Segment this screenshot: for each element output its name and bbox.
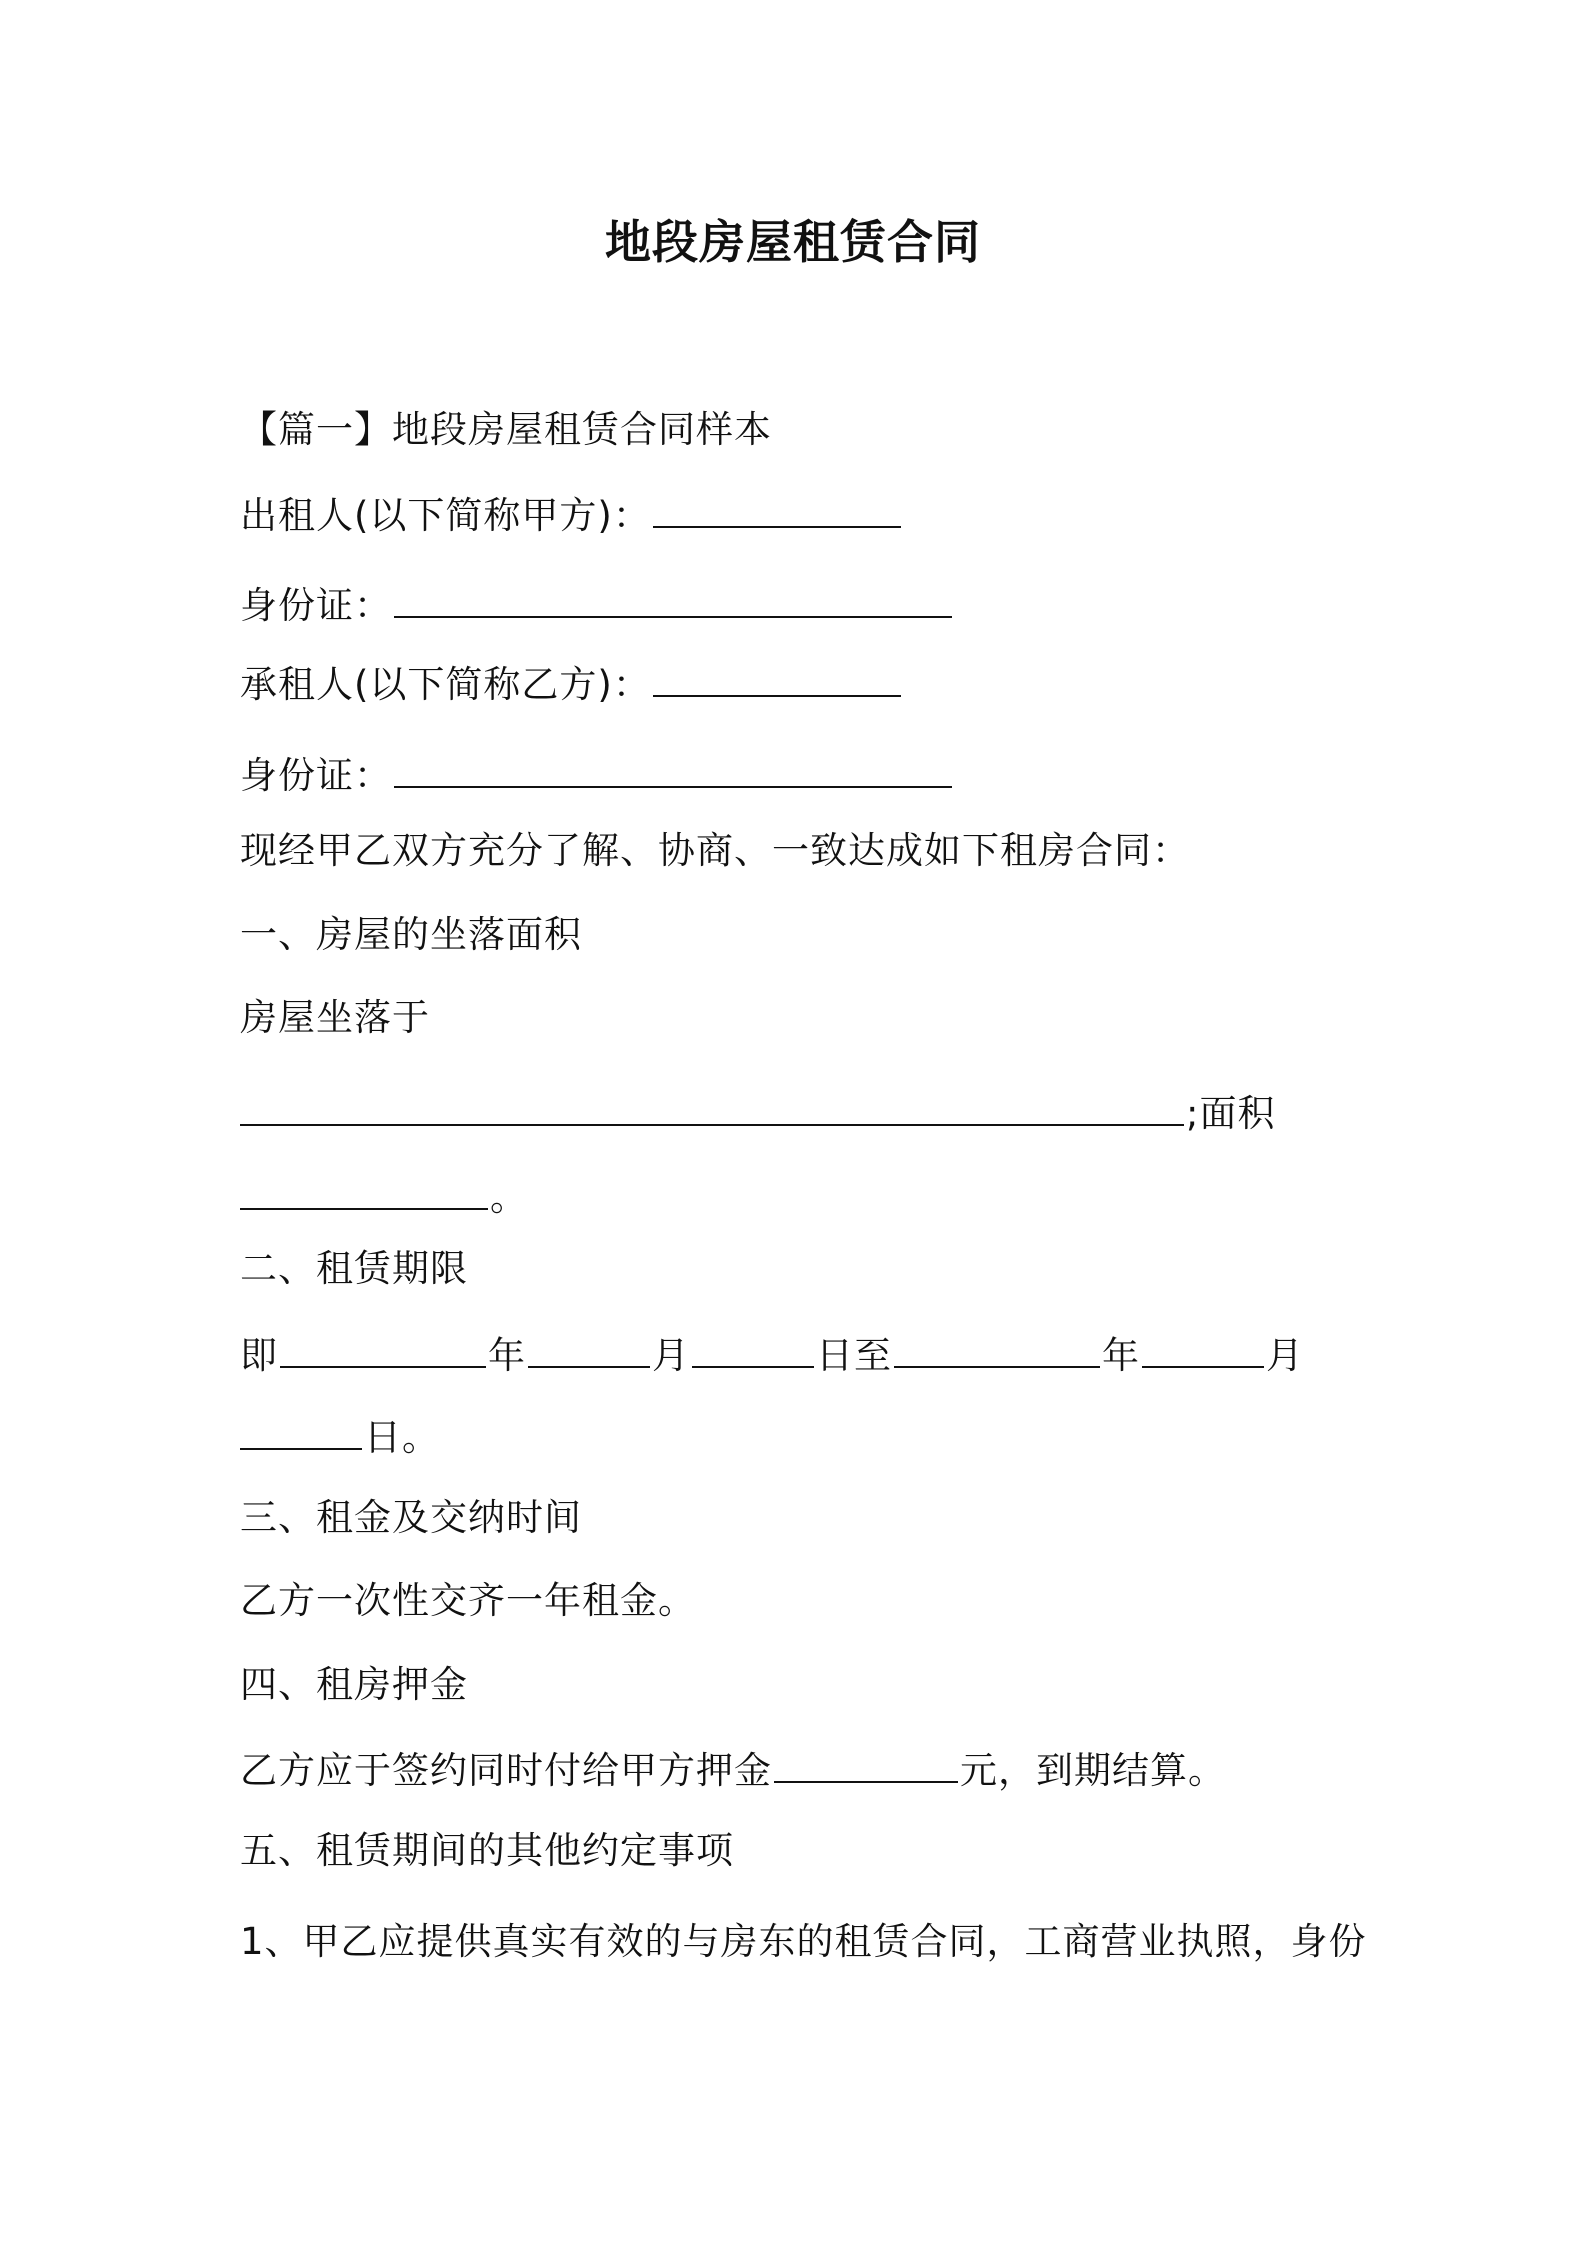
clause5-heading: 五、租赁期间的其他约定事项: [240, 1829, 734, 1872]
start-day-blank[interactable]: [692, 1328, 814, 1368]
area-label: ;面积: [1186, 1092, 1276, 1135]
clause5-item1: 1、甲乙应提供真实有效的与房东的租赁合同，工商营业执照，身份: [240, 1920, 1367, 1963]
end-day-blank[interactable]: [240, 1410, 362, 1450]
clause1-location-line: [240, 1086, 1275, 1139]
month-label-2: 月: [1266, 1334, 1304, 1377]
lessee-id-label: 身份证：: [240, 754, 392, 797]
section-heading: 【篇一】地段房屋租赁合同样本: [240, 408, 772, 451]
clause1-end: 。: [490, 1176, 528, 1219]
year-label-1: 年: [488, 1334, 526, 1377]
clause2-prefix: 即: [240, 1334, 278, 1377]
clause4-text-b: 元，到期结算。: [960, 1749, 1226, 1792]
day-to-label: 日至: [816, 1334, 892, 1377]
lessor-id-label: 身份证：: [240, 584, 392, 627]
day-end-label: 日。: [364, 1416, 440, 1459]
clause1-area-line: [240, 1170, 528, 1223]
clause4-text-line: [240, 1743, 1226, 1796]
clause2-heading: 二、租赁期限: [240, 1247, 468, 1290]
clause4-heading: 四、租房押金: [240, 1663, 468, 1706]
clause2-end-line: [240, 1410, 440, 1463]
clause3-heading: 三、租金及交纳时间: [240, 1496, 582, 1539]
year-label-2: 年: [1102, 1334, 1140, 1377]
start-year-blank[interactable]: [280, 1328, 486, 1368]
lessee-label: 承租人(以下简称乙方)：: [240, 663, 651, 706]
end-year-blank[interactable]: [894, 1328, 1100, 1368]
lessor-label: 出租人(以下简称甲方)：: [240, 494, 651, 537]
lessor-line: [240, 488, 903, 541]
lessee-id-blank[interactable]: [394, 748, 952, 788]
end-month-blank[interactable]: [1142, 1328, 1264, 1368]
lessee-id-line: [240, 748, 954, 801]
lessor-blank[interactable]: [653, 488, 901, 528]
start-month-blank[interactable]: [528, 1328, 650, 1368]
clause1-text: 房屋坐落于: [240, 996, 430, 1039]
clause3-text: 乙方一次性交齐一年租金。: [240, 1579, 696, 1622]
location-blank[interactable]: [240, 1086, 1184, 1126]
lessor-id-line: [240, 578, 954, 631]
month-label-1: 月: [652, 1334, 690, 1377]
document-title: 地段房屋租赁合同: [605, 215, 981, 269]
area-blank[interactable]: [240, 1170, 488, 1210]
lessee-line: [240, 657, 903, 710]
clause2-date-line: [240, 1328, 1304, 1381]
clause1-heading: 一、房屋的坐落面积: [240, 913, 582, 956]
clause4-text-a: 乙方应于签约同时付给甲方押金: [240, 1749, 772, 1792]
deposit-blank[interactable]: [774, 1743, 958, 1783]
lessor-id-blank[interactable]: [394, 578, 952, 618]
intro-paragraph: 现经甲乙双方充分了解、协商、一致达成如下租房合同：: [240, 829, 1190, 872]
lessee-blank[interactable]: [653, 657, 901, 697]
